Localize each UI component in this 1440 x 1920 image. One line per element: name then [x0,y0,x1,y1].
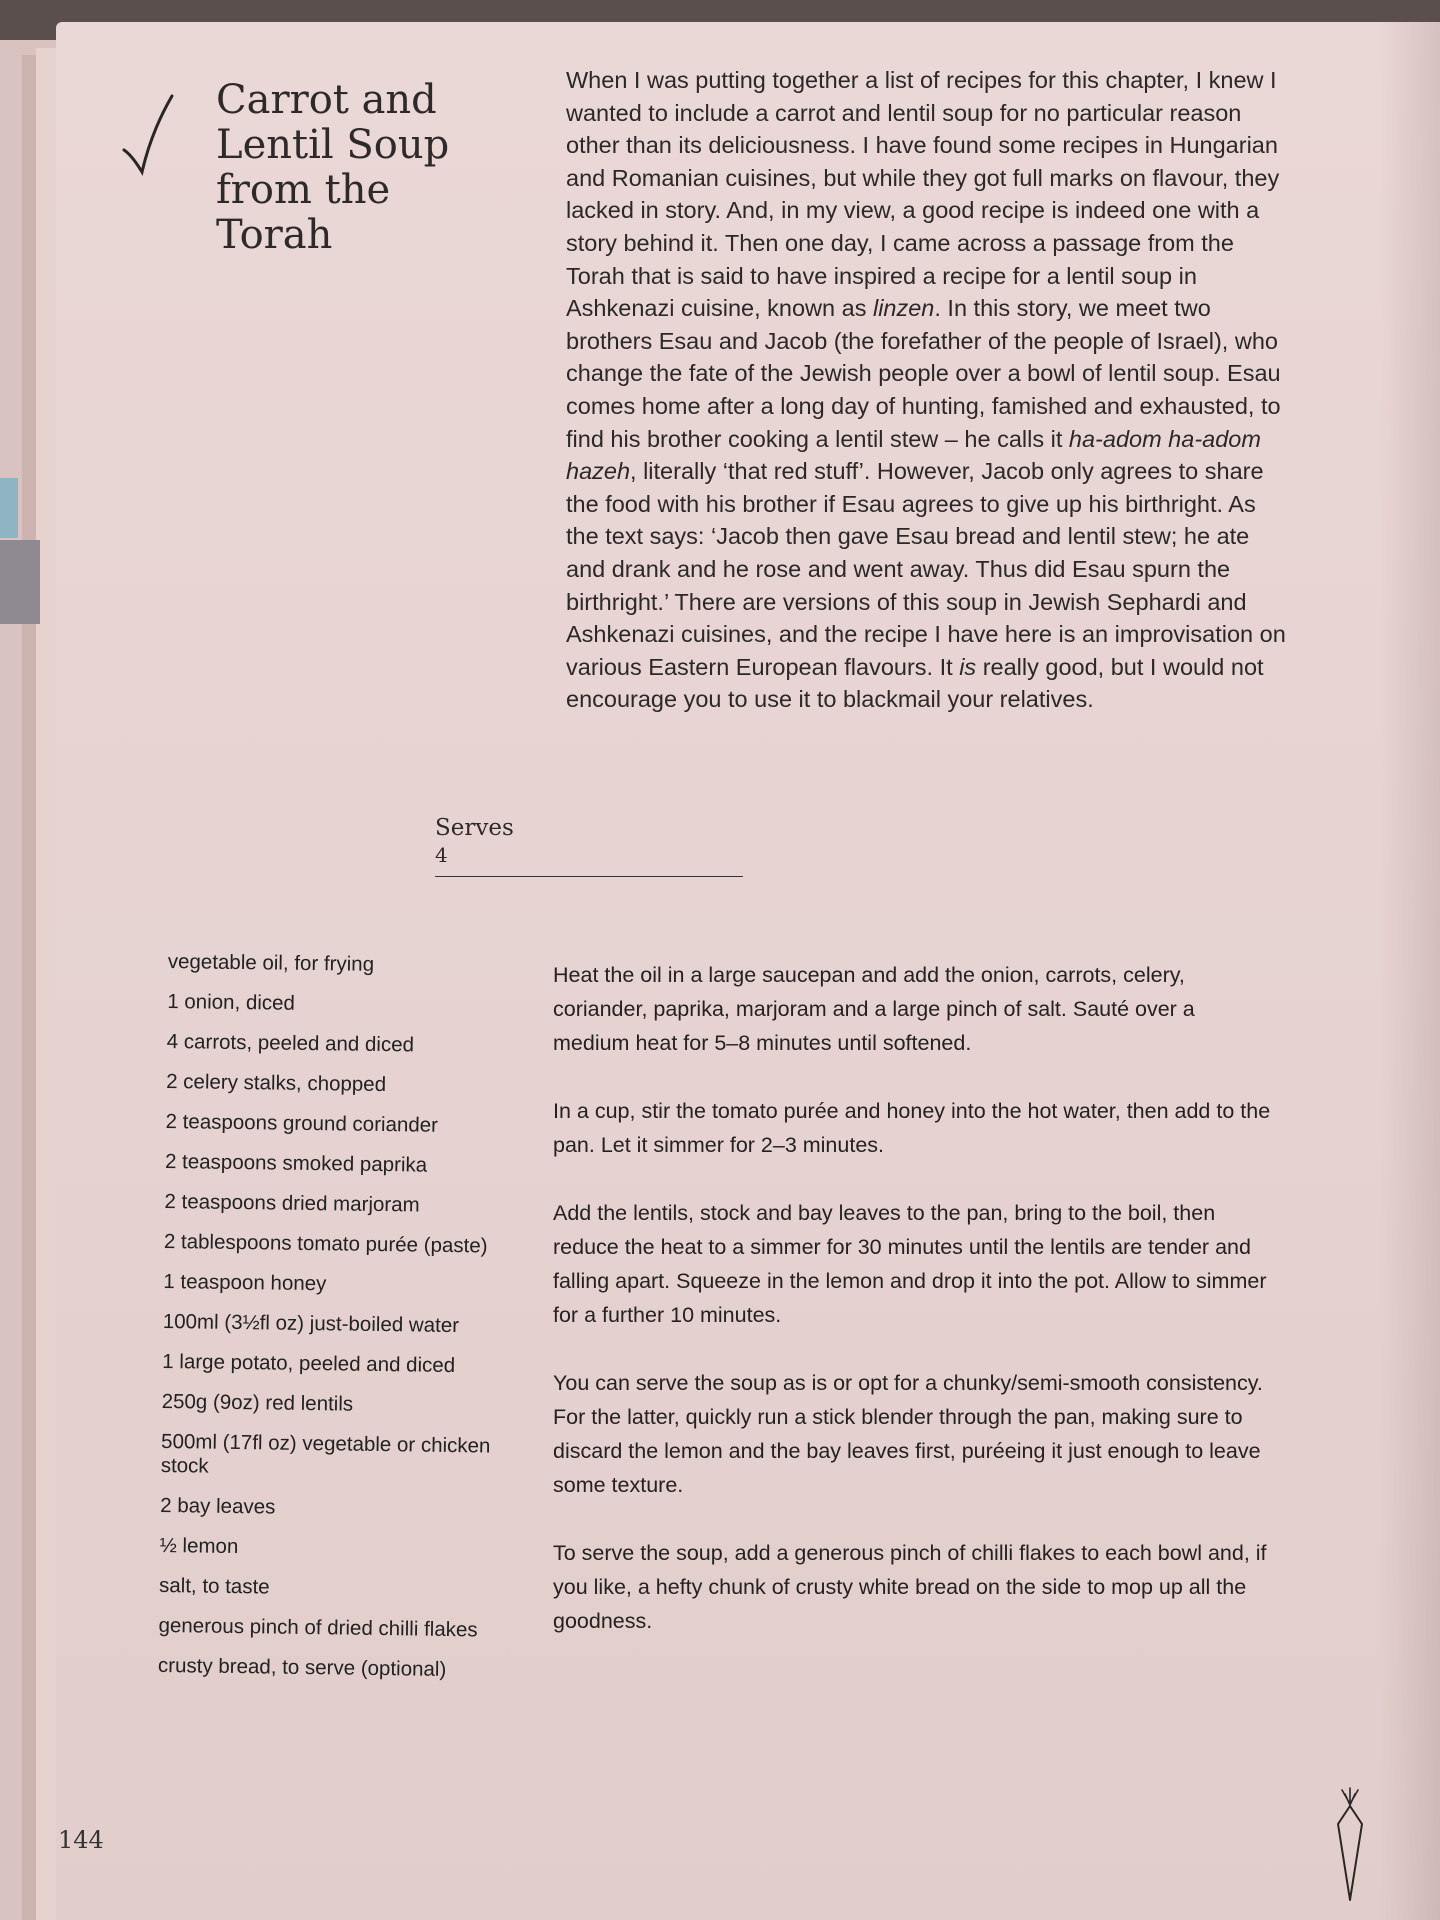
intro-italic: ha-adom ha-adom hazeh [566,425,1261,485]
ingredient-item: ½ lemon [159,1533,239,1559]
ingredient-list [158,950,513,1699]
intro-segment: , literally ‘that red stuff’. However, Jacob only agrees to share the food with his brother if Esau agrees to give up his birthright. As the text says: ‘Jacob then gave Esau bread and lentil stew; he ate and drank and he rose and went away. Thus did Esau spurn the birthright.’ There are versions of this soup in Jewish Sephardi and Ashkenazi cuisines, and the recipe I have here is an improvisation on various Eastern European flavours. It [566,458,1286,680]
ingredient-item: 2 tablespoons tomato purée (paste) [163,1229,488,1258]
ingredient-item: 1 teaspoon honey [163,1269,327,1296]
serves-count: 4 [435,843,448,867]
recipe-title-line: Lentil Soup [216,122,450,168]
intro-italic: is [959,653,977,680]
ingredient-item: vegetable oil, for frying [167,950,375,976]
page-number: 144 [58,1826,104,1854]
ingredient-item: 2 bay leaves [160,1493,276,1519]
recipe-title-line: Torah [216,212,333,258]
ingredient-item: 1 large potato, peeled and diced [162,1349,456,1378]
ingredient-item: 500ml (17fl oz) vegetable or chicken stock [160,1429,491,1478]
intro-text [566,64,1286,716]
bookmark-tab [0,478,18,538]
intro-paragraph [566,64,1286,716]
recipe-title-line: from the [216,167,391,213]
method-step: You can serve the soup as is or opt for a chunky/semi-smooth consistency. For the latter, quickly run a stick blender through the pan, making sure to discard the lemon and the bay leaves first, puréeing it just enough to leave some texture. [553,1371,1263,1497]
recipe-title [216,78,516,258]
intro-segment: . In this story, we meet two brothers Esau and Jacob (the forefather of the people of Israel), who change the fate of the Jewish people over a bowl of lentil soup. Esau comes home after a long day of hunting, famished and exhausted, to find his brother cooking a lentil stew – he calls it [566,295,1281,452]
method-step: Add the lentils, stock and bay leaves to the pan, bring to the boil, then reduce the heat to a simmer for 30 minutes until the lentils are tender and falling apart. Squeeze in the lemon and drop it into the pot. Allow to simmer for a further 10 minutes. [553,1201,1267,1327]
method-step: To serve the soup, add a generous pinch of chilli flakes to each bowl and, if you like, a hefty chunk of crusty white bread on the side to mop up all the goodness. [553,1541,1267,1633]
ingredient-item: 250g (9oz) red lentils [161,1389,354,1416]
ingredient-item: 4 carrots, peeled and diced [166,1029,415,1057]
intro-italic: linzen [872,295,935,322]
ingredient-item: 1 onion, diced [167,989,296,1015]
ingredient-item: generous pinch of dried chilli flakes [158,1613,478,1642]
method-steps [553,958,1273,1672]
checkmark-icon [120,90,180,190]
ingredient-item: 2 celery stalks, chopped [166,1069,387,1097]
carrot-icon [1330,1784,1370,1904]
page-fold-shadow [1380,22,1440,1920]
ingredient-item: 2 teaspoons dried marjoram [164,1189,420,1217]
ingredient-item: 100ml (3½fl oz) just-boiled water [162,1309,460,1338]
recipe-title-line: Carrot and [216,77,437,123]
divider [435,876,743,877]
bookmark-tab [0,540,40,624]
method-step: Heat the oil in a large saucepan and add the onion, carrots, celery, coriander, paprika, marjoram and a large pinch of salt. Sauté over a medium heat for 5–8 minutes until softened. [553,963,1195,1055]
intro-segment: really good, but I would not encourage you to use it to blackmail your relatives. [566,653,1264,713]
method-step: In a cup, stir the tomato purée and honey into the hot water, then add to the pan. Let it simmer for 2–3 minutes. [553,1099,1271,1157]
ingredient-item: crusty bread, to serve (optional) [157,1653,447,1681]
intro-segment: When I was putting together a list of recipes for this chapter, I knew I wanted to include a carrot and lentil soup for no particular reason other than its deliciousness. I have found some recipes in Hungarian and Romanian cuisines, but while they got full marks on flavour, they lacked in story. And, in my view, a good recipe is indeed one with a story behind it. Then one day, I came across a passage from the Torah that is said to have inspired a recipe for a lentil soup in Ashkenazi cuisine, known as [566,67,1280,322]
ingredient-item: 2 teaspoons smoked paprika [164,1149,428,1177]
ingredient-item: 2 teaspoons ground coriander [165,1109,439,1137]
serves-label: Serves [435,815,514,841]
ingredient-item: salt, to taste [158,1573,270,1599]
